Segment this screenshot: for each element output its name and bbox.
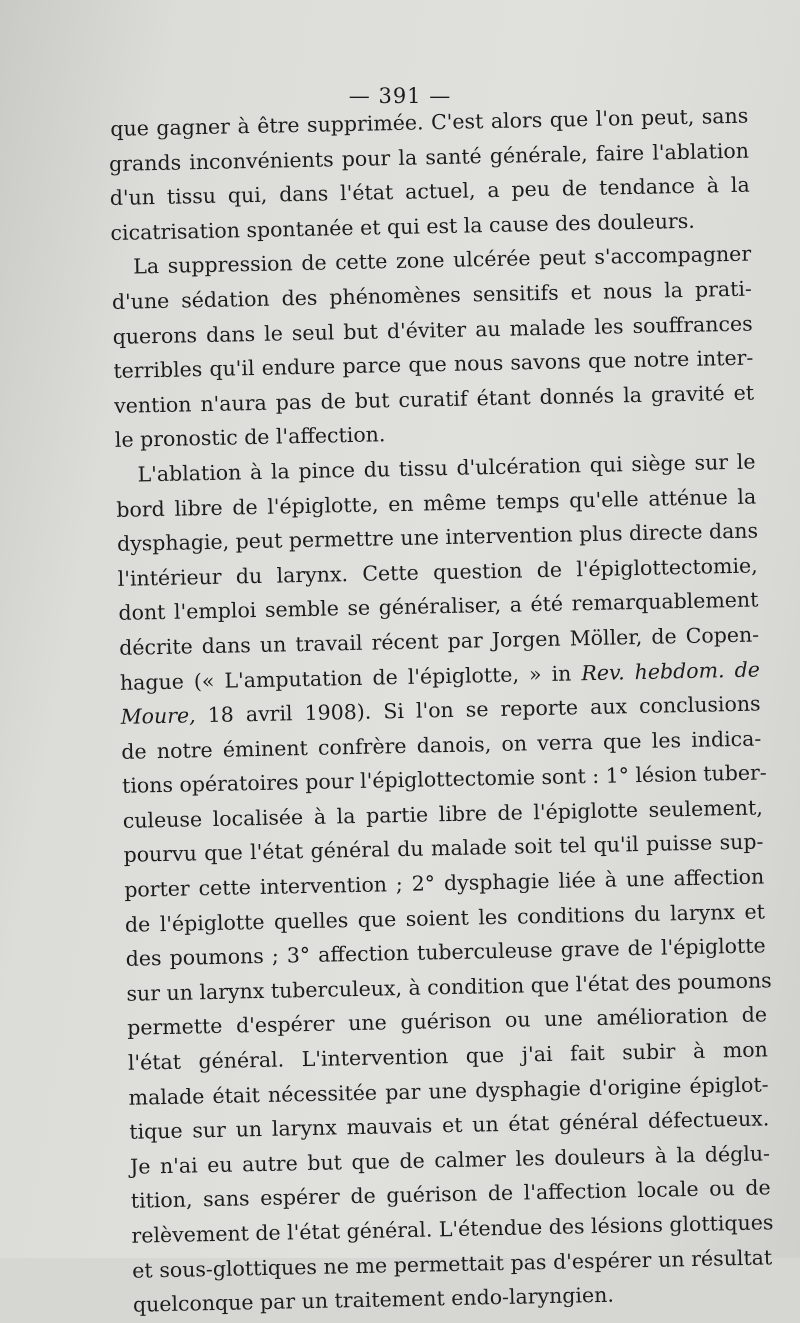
text-line: Je n'ai eu autre but que de calmer les douleurs à la déglu- — [129, 1141, 771, 1179]
text-line: décrite dans un travail récent par Jorgen Möller, de Copen- — [118, 622, 760, 660]
text-line: de l'épiglotte quelles que soient les conditions du larynx et — [124, 899, 766, 937]
text-line: quelconque par un traitement endo-laryngien. — [132, 1282, 615, 1317]
page-number: — 391 — — [348, 84, 452, 108]
text-line: querons dans le seul but d'éviter au malade les souffrances — [112, 311, 753, 349]
text-line: des poumons ; 3° affection tuberculeuse grave de l'épiglotte — [125, 933, 766, 972]
journal-author: Moure, — [120, 703, 196, 729]
text-line: tition, sans espérer de guérison de l'affection locale ou de — [130, 1175, 771, 1214]
journal-title: Rev. hebdom. de — [581, 656, 761, 685]
body-text — [108, 99, 773, 1323]
text-line: grands inconvénients pour la santé générale, faire l'ablation — [108, 138, 750, 176]
paragraph-first-line: L'ablation à la pince du tissu d'ulcération qui siège sur le — [137, 449, 756, 487]
text-line: culeuse localisée à la partie libre de l'épiglotte seulement, — [122, 795, 763, 833]
text-line: sur un larynx tuberculeux, à condition que l'état des poumons — [126, 968, 772, 1006]
text-fragment: 18 avril 1908). Si l'on se reporte aux conclusions — [195, 691, 761, 728]
text-line: dont l'emploi semble se généraliser, a été remarquablement — [118, 587, 759, 626]
paragraph-first-line: La suppression de cette zone ulcérée peut s'accompagner — [132, 241, 752, 279]
text-line: tions opératoires pour l'épiglottectomie sont : 1° lésion tuber- — [121, 760, 767, 799]
text-line: malade était nécessitée par une dysphagie d'origine épiglot- — [128, 1072, 769, 1110]
text-line: vention n'aura pas de but curatif étant donnés la gravité et — [113, 380, 755, 418]
text-line: porter cette intervention ; 2° dysphagie liée à une affection — [124, 864, 765, 902]
text-line: d'un tissu qui, dans l'état actuel, a peu de tendance à la — [109, 172, 750, 211]
text-line: dysphagie, peut permettre une intervention plus directe dans — [116, 518, 759, 557]
text-line: cicatrisation spontanée et qui est la cause des douleurs. — [110, 208, 695, 245]
text-line: pourvu que l'état général du malade soit tel qu'il puisse sup- — [123, 829, 764, 868]
text-fragment: hague (« L'amputation de l'épiglotte, » in — [119, 660, 582, 695]
text-line: bord libre de l'épiglotte, en même temps qu'elle atténue la — [116, 484, 757, 522]
text-line: l'état général. L'intervention que j'ai fait subir à mon — [127, 1037, 769, 1075]
text-line: et sous-glottiques ne me permettait pas d'espérer un résultat — [132, 1244, 773, 1283]
text-line: de notre éminent confrère danois, on verra que les indica- — [121, 726, 762, 764]
text-line: l'intérieur du larynx. Cette question de l'épiglottectomie, — [117, 553, 758, 591]
text-line: d'une sédation des phénomènes sensitifs et nous la prati- — [111, 276, 753, 314]
text-line: que gagner à être supprimée. C'est alors que l'on peut, sans — [110, 103, 749, 141]
text-line: permette d'espérer une guérison ou une amélioration de — [126, 1002, 768, 1041]
text-line: le pronostic de l'affection. — [114, 422, 386, 453]
text-line: relèvement de l'état général. L'étendue des lésions glottiques — [131, 1210, 774, 1248]
text-line: tique sur un larynx mauvais et un état général défectueux. — [129, 1106, 770, 1144]
text-line: terribles qu'il endure parce que nous savons que notre inter- — [113, 345, 754, 384]
